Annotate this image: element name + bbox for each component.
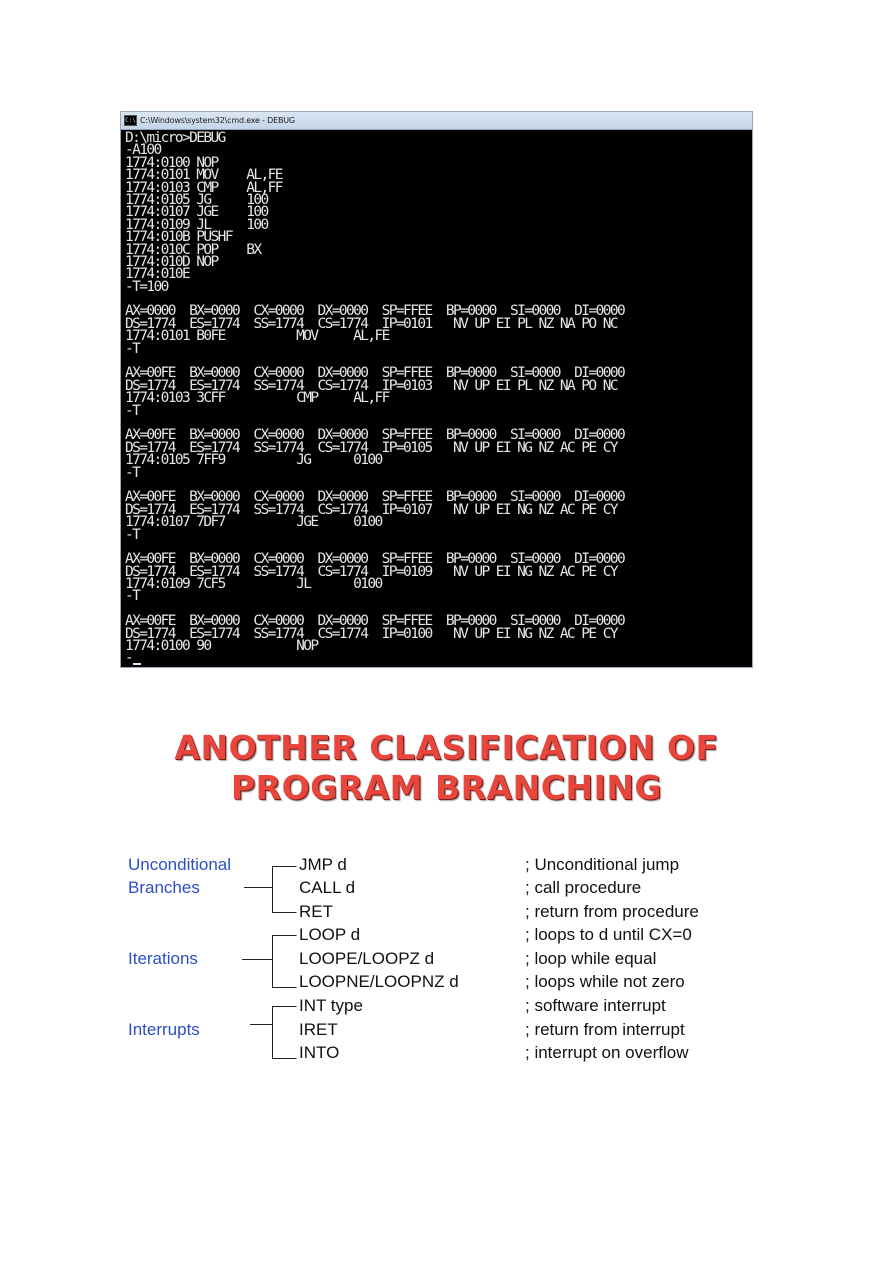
cmd-line: -A100 [125,142,161,159]
cmd-line: 1774:010C POP BX [125,241,261,258]
cmd-line: AX=00FE BX=0000 CX=0000 DX=0000 SP=FFEE BP=0000 SI=0000 DI=0000 [125,365,625,382]
cmd-line: 1774:0109 JL 100 [125,216,268,233]
instr-call: CALL d [299,878,356,897]
instr-jmp: JMP d [299,855,347,874]
cmd-line: 1774:0103 CMP AL,FF [125,179,282,196]
instr-int: INT type [299,996,363,1015]
comment-jmp: ; Unconditional jump [525,855,680,874]
comment-loope: ; loop while equal [525,949,657,968]
cmd-line: 1774:0107 JGE 100 [125,204,268,221]
cmd-line: 1774:010B PUSHF [125,229,232,246]
cmd-line: 1774:0105 JG 100 [125,191,268,208]
cmd-line: 1774:0101 B0FE MOV AL,FE [125,328,389,345]
comment-int: ; software interrupt [525,996,666,1015]
cmd-line: -T [125,340,140,357]
heading-line-2: PROGRAM BRANCHING [230,768,663,807]
comment-call: ; call procedure [525,878,642,897]
cmd-line: 1774:0101 MOV AL,FE [125,167,282,184]
heading-line-1: ANOTHER CLASIFICATION OF [174,728,719,767]
cmd-icon: C:\ [125,117,136,124]
cmd-line: 1774:0100 NOP [125,154,218,171]
cmd-line: DS=1774 ES=1774 SS=1774 CS=1774 IP=0109 NV UP EI NG NZ AC PE CY [125,563,617,580]
instr-into: INTO [299,1043,340,1062]
cmd-line: 1774:010E [125,266,190,283]
group-label-iterations: Iterations [128,949,198,968]
cmd-line: -T=100 [125,278,168,295]
cmd-line: 1774:010D NOP [125,253,218,270]
cmd-line: -T [125,526,140,543]
cmd-line: AX=0000 BX=0000 CX=0000 DX=0000 SP=FFEE BP=0000 SI=0000 DI=0000 [125,303,625,320]
cmd-line: -T [125,464,140,481]
instr-loopne: LOOPNE/LOOPNZ d [299,972,459,991]
group-label-unconditional [128,853,231,899]
cmd-line: AX=00FE BX=0000 CX=0000 DX=0000 SP=FFEE BP=0000 SI=0000 DI=0000 [125,551,625,568]
group-label-interrupts: Interrupts [128,1020,200,1039]
instr-iret: IRET [299,1020,338,1039]
bracket-unconditional [244,867,297,913]
cmd-line: DS=1774 ES=1774 SS=1774 CS=1774 IP=0100 NV UP EI NG NZ AC PE CY [125,625,617,642]
bracket-interrupts [250,1007,297,1059]
comment-iret: ; return from interrupt [525,1020,685,1039]
cmd-line: -T [125,402,140,419]
cmd-line: AX=00FE BX=0000 CX=0000 DX=0000 SP=FFEE BP=0000 SI=0000 DI=0000 [125,427,625,444]
cmd-line: 1774:0109 7CF5 JL 0100 [125,576,382,593]
cmd-line: DS=1774 ES=1774 SS=1774 CS=1774 IP=0105 NV UP EI NG NZ AC PE CY [125,439,617,456]
cmd-line: AX=00FE BX=0000 CX=0000 DX=0000 SP=FFEE BP=0000 SI=0000 DI=0000 [125,489,625,506]
comment-into: ; interrupt on overflow [525,1043,689,1062]
instr-ret: RET [299,902,333,921]
instr-loop: LOOP d [299,925,361,944]
bracket-iterations [242,936,297,988]
cmd-line: -T [125,588,140,605]
group-label-line: Unconditional [128,855,232,874]
instr-loope: LOOPE/LOOPZ d [299,949,435,968]
cmd-line: AX=00FE BX=0000 CX=0000 DX=0000 SP=FFEE BP=0000 SI=0000 DI=0000 [125,613,625,630]
comment-loop: ; loops to d until CX=0 [525,925,692,944]
cmd-prompt: - [125,650,133,667]
cmd-line: DS=1774 ES=1774 SS=1774 CS=1774 IP=0103 NV UP EI PL NZ NA PO NC [125,377,617,394]
cmd-line: 1774:0105 7FF9 JG 0100 [125,452,382,469]
cmd-line: 1774:0103 3CFF CMP AL,FF [125,390,389,407]
cmd-line: 1774:0107 7DF7 JGE 0100 [125,514,382,531]
cmd-line: D:\micro>DEBUG [125,130,225,146]
comment-ret: ; return from procedure [525,902,699,921]
cmd-line: DS=1774 ES=1774 SS=1774 CS=1774 IP=0101 NV UP EI PL NZ NA PO NC [125,315,617,332]
cmd-line: 1774:0100 90 NOP [125,638,318,655]
comment-loopne: ; loops while not zero [525,972,685,991]
cmd-title: C:\Windows\system32\cmd.exe - DEBUG [140,116,295,125]
group-label-line: Branches [128,878,200,897]
cmd-line: DS=1774 ES=1774 SS=1774 CS=1774 IP=0107 NV UP EI NG NZ AC PE CY [125,501,617,518]
